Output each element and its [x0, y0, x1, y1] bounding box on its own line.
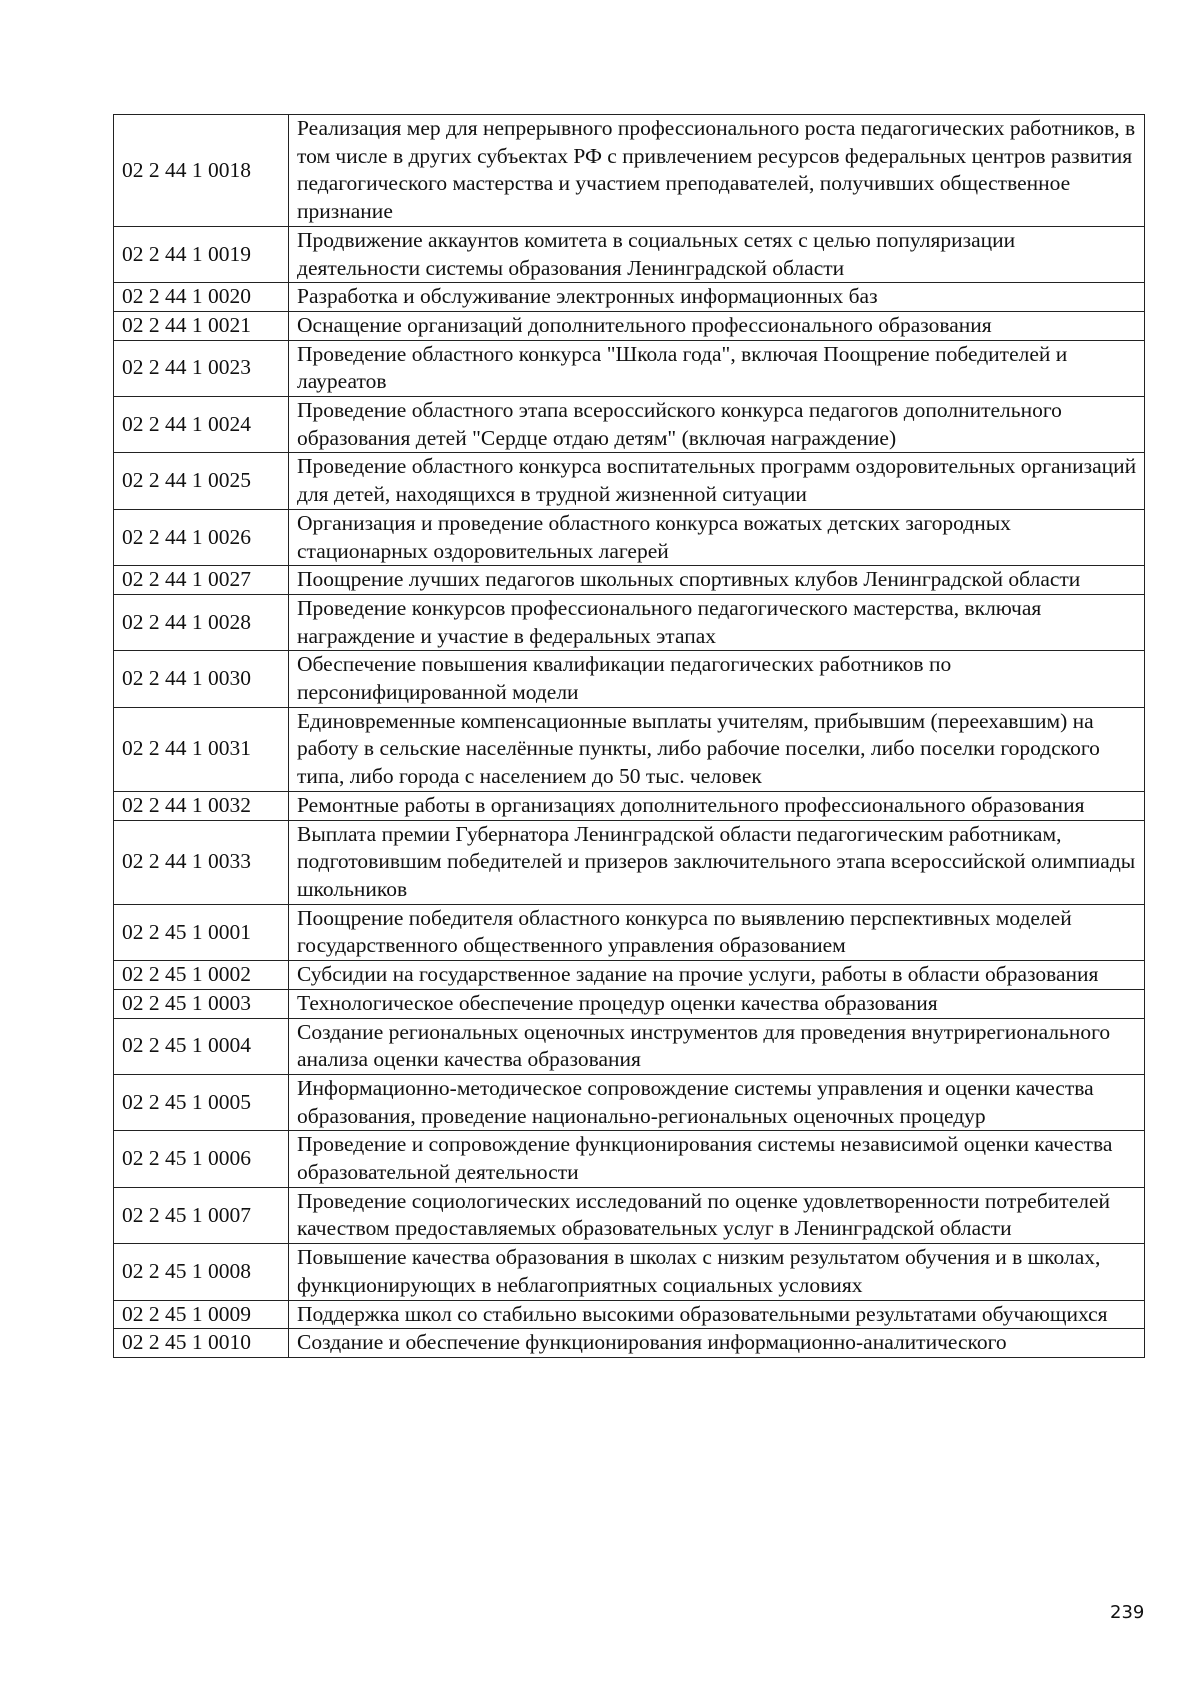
- row-code: 02 2 44 1 0028: [114, 594, 289, 650]
- table-row: [114, 1074, 1145, 1130]
- row-description: Единовременные компенсационные выплаты учителям, прибывшим (переехавшим) на работу в сельские населённые пункты, либо рабочие поселки, либо поселки городского типа, либо города с населением до 50 тыс. человек: [289, 707, 1145, 791]
- row-description: Выплата премии Губернатора Ленинградской области педагогическим работникам, подготовившим победителей и призеров заключительного этапа всероссийской олимпиады школьников: [289, 820, 1145, 904]
- row-description: Технологическое обеспечение процедур оценки качества образования: [289, 989, 1145, 1018]
- row-description: Организация и проведение областного конкурса вожатых детских загородных стационарных оздоровительных лагерей: [289, 509, 1145, 565]
- row-code: 02 2 44 1 0027: [114, 566, 289, 595]
- row-description: Проведение областного этапа всероссийского конкурса педагогов дополнительного образования детей "Сердце отдаю детям" (включая награждение): [289, 397, 1145, 453]
- row-code: 02 2 45 1 0004: [114, 1018, 289, 1074]
- row-code: 02 2 44 1 0023: [114, 340, 289, 396]
- table-row: [114, 1131, 1145, 1187]
- table-row: [114, 989, 1145, 1018]
- row-code: 02 2 45 1 0006: [114, 1131, 289, 1187]
- table-row: [114, 115, 1145, 227]
- row-description: Поддержка школ со стабильно высокими образовательными результатами обучающихся: [289, 1300, 1145, 1329]
- row-code: 02 2 45 1 0002: [114, 961, 289, 990]
- table-row: [114, 509, 1145, 565]
- row-code: 02 2 45 1 0003: [114, 989, 289, 1018]
- row-description: Проведение областного конкурса воспитательных программ оздоровительных организаций для детей, находящихся в трудной жизненной ситуации: [289, 453, 1145, 509]
- table-row: [114, 1187, 1145, 1243]
- budget-codes-table: [113, 114, 1145, 1358]
- table-row: [114, 904, 1145, 960]
- row-description: Проведение и сопровождение функционирования системы независимой оценки качества образовательной деятельности: [289, 1131, 1145, 1187]
- table-row: [114, 820, 1145, 904]
- table-row: [114, 226, 1145, 282]
- row-code: 02 2 44 1 0025: [114, 453, 289, 509]
- row-description: Ремонтные работы в организациях дополнительного профессионального образования: [289, 791, 1145, 820]
- row-code: 02 2 44 1 0030: [114, 651, 289, 707]
- table-row: [114, 1244, 1145, 1300]
- row-description: Продвижение аккаунтов комитета в социальных сетях с целью популяризации деятельности системы образования Ленинградской области: [289, 226, 1145, 282]
- table-row: [114, 566, 1145, 595]
- row-code: 02 2 44 1 0018: [114, 115, 289, 227]
- row-code: 02 2 44 1 0024: [114, 397, 289, 453]
- row-description: Оснащение организаций дополнительного профессионального образования: [289, 311, 1145, 340]
- row-description: Субсидии на государственное задание на прочие услуги, работы в области образования: [289, 961, 1145, 990]
- row-description: Создание и обеспечение функционирования информационно-аналитического: [289, 1329, 1145, 1358]
- table-row: [114, 453, 1145, 509]
- row-description: Поощрение победителя областного конкурса по выявлению перспективных моделей государственного общественного управления образованием: [289, 904, 1145, 960]
- table-row: [114, 340, 1145, 396]
- table-row: [114, 1300, 1145, 1329]
- row-code: 02 2 44 1 0026: [114, 509, 289, 565]
- table-row: [114, 311, 1145, 340]
- table-row: [114, 707, 1145, 791]
- row-description: Повышение качества образования в школах с низким результатом обучения и в школах, функционирующих в неблагоприятных социальных условиях: [289, 1244, 1145, 1300]
- row-code: 02 2 44 1 0020: [114, 283, 289, 312]
- row-code: 02 2 45 1 0007: [114, 1187, 289, 1243]
- row-description: Поощрение лучших педагогов школьных спортивных клубов Ленинградской области: [289, 566, 1145, 595]
- row-code: 02 2 45 1 0008: [114, 1244, 289, 1300]
- row-description: Проведение областного конкурса "Школа года", включая Поощрение победителей и лауреатов: [289, 340, 1145, 396]
- row-code: 02 2 44 1 0021: [114, 311, 289, 340]
- table-body: [114, 115, 1145, 1358]
- table-row: [114, 397, 1145, 453]
- row-description: Проведение конкурсов профессионального педагогического мастерства, включая награждение и участие в федеральных этапах: [289, 594, 1145, 650]
- row-code: 02 2 45 1 0005: [114, 1074, 289, 1130]
- row-description: Обеспечение повышения квалификации педагогических работников по персонифицированной модели: [289, 651, 1145, 707]
- row-code: 02 2 44 1 0019: [114, 226, 289, 282]
- row-code: 02 2 45 1 0001: [114, 904, 289, 960]
- table-row: [114, 283, 1145, 312]
- row-description: Создание региональных оценочных инструментов для проведения внутрирегионального анализа оценки качества образования: [289, 1018, 1145, 1074]
- table-row: [114, 791, 1145, 820]
- row-code: 02 2 44 1 0032: [114, 791, 289, 820]
- row-description: Разработка и обслуживание электронных информационных баз: [289, 283, 1145, 312]
- row-code: 02 2 44 1 0031: [114, 707, 289, 791]
- page-number: 239: [1110, 1602, 1145, 1623]
- table-row: [114, 594, 1145, 650]
- table-row: [114, 651, 1145, 707]
- table-row: [114, 1018, 1145, 1074]
- table-row: [114, 1329, 1145, 1358]
- row-description: Информационно-методическое сопровождение системы управления и оценки качества образования, проведение национально-региональных оценочных процедур: [289, 1074, 1145, 1130]
- row-code: 02 2 45 1 0010: [114, 1329, 289, 1358]
- row-code: 02 2 45 1 0009: [114, 1300, 289, 1329]
- row-description: Проведение социологических исследований по оценке удовлетворенности потребителей качеством предоставляемых образовательных услуг в Ленинградской области: [289, 1187, 1145, 1243]
- row-code: 02 2 44 1 0033: [114, 820, 289, 904]
- row-description: Реализация мер для непрерывного профессионального роста педагогических работников, в том числе в других субъектах РФ с привлечением ресурсов федеральных центров развития педагогического мастерства и участием преподавателей, получивших общественное признание: [289, 115, 1145, 227]
- table-row: [114, 961, 1145, 990]
